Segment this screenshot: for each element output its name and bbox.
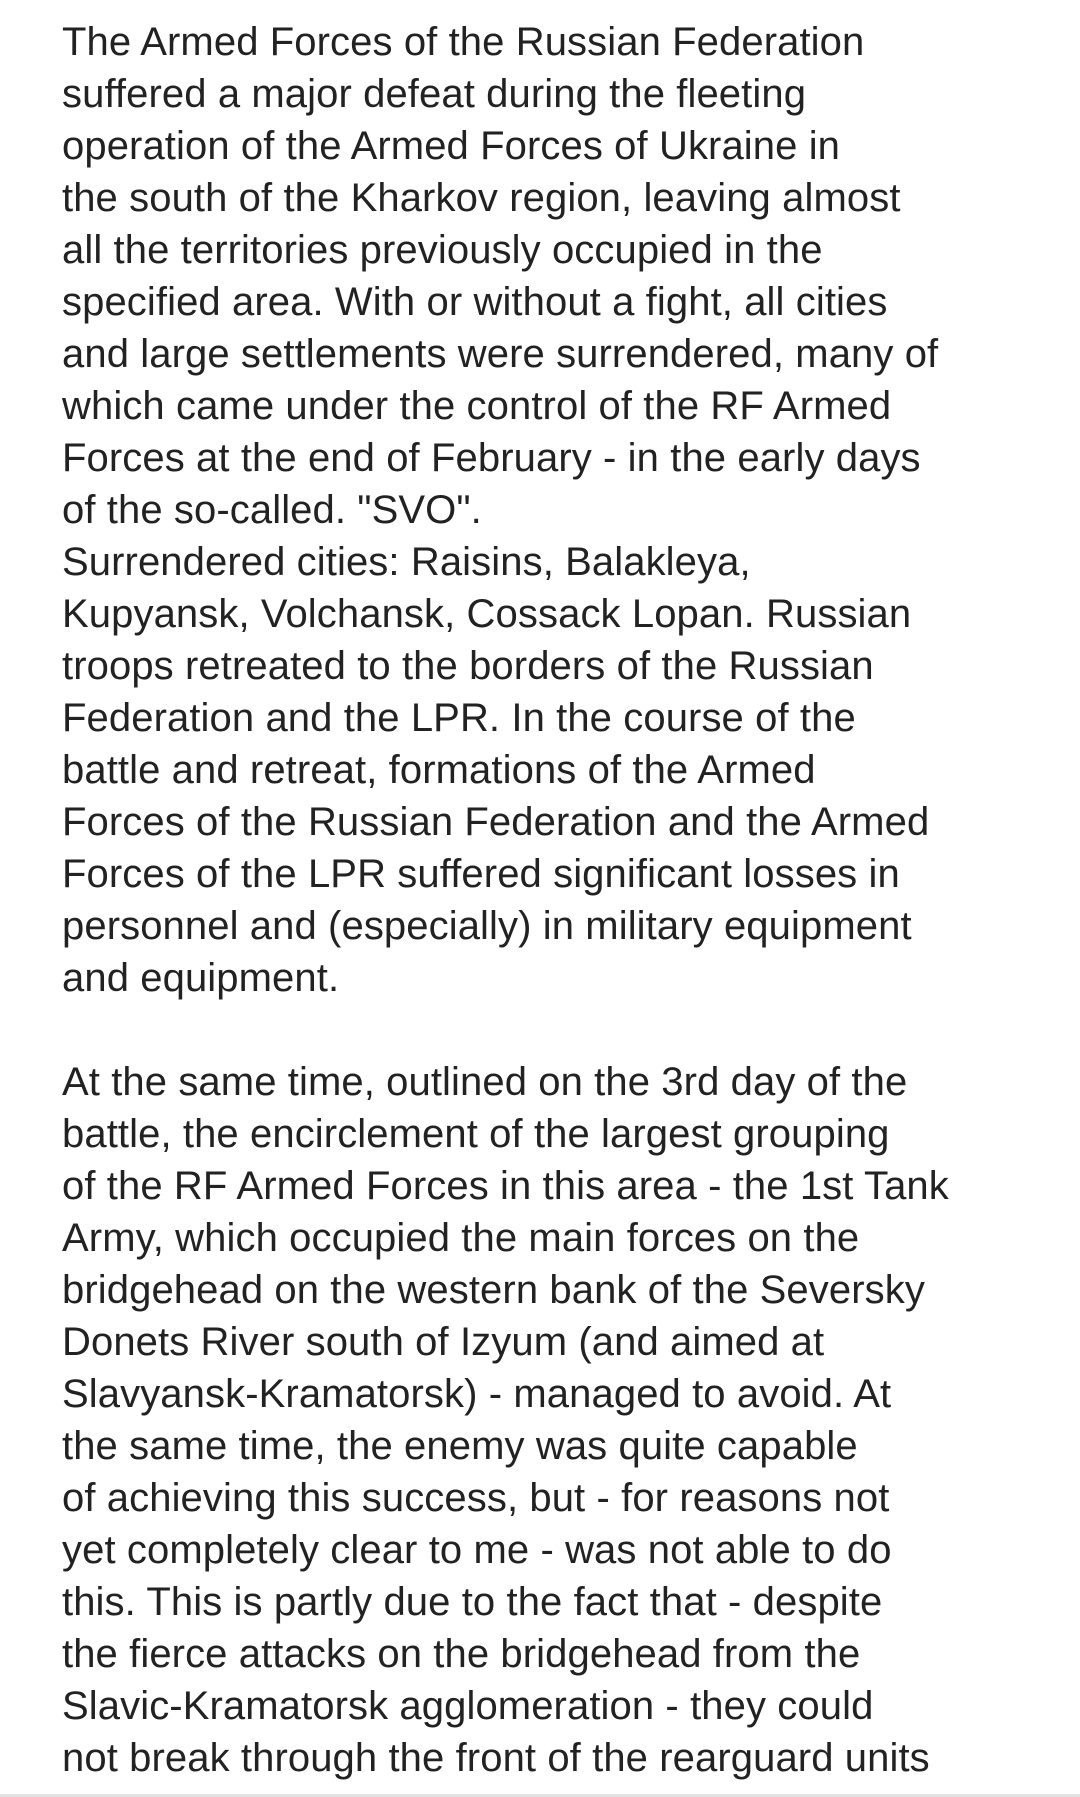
text-line: operation of the Armed Forces of Ukraine in	[62, 124, 841, 168]
text-line: battle and retreat, formations of the Armed	[62, 748, 816, 792]
text-line: the fierce attacks on the bridgehead from the	[62, 1632, 861, 1676]
text-line: the south of the Kharkov region, leaving almost	[62, 176, 901, 220]
text-line: personnel and (especially) in military equipment	[62, 904, 912, 948]
text-line: At the same time, outlined on the 3rd day of the	[62, 1060, 908, 1104]
text-line: troops retreated to the borders of the Russian	[62, 644, 874, 688]
text-line: Forces of the Russian Federation and the Armed	[62, 800, 930, 844]
text-line: suffered a major defeat during the fleeting	[62, 72, 807, 116]
text-line: Slavyansk-Kramatorsk) - managed to avoid. At	[62, 1372, 892, 1416]
text-line: of achieving this success, but - for reasons not	[62, 1476, 890, 1520]
paragraph-2	[62, 1056, 1062, 1784]
text-line: which came under the control of the RF Armed	[62, 384, 892, 428]
text-line: yet completely clear to me - was not able to do	[62, 1528, 892, 1572]
paragraph-1	[62, 16, 1062, 1004]
text-line: of the so-called. "SVO".	[62, 488, 482, 532]
text-line: Forces at the end of February - in the early days	[62, 436, 921, 480]
text-line: and equipment.	[62, 956, 340, 1000]
text-line: Kupyansk, Volchansk, Cossack Lopan. Russian	[62, 592, 912, 636]
article-body	[62, 16, 1062, 1784]
text-line: battle, the encirclement of the largest grouping	[62, 1112, 890, 1156]
text-line: this. This is partly due to the fact that - despite	[62, 1580, 883, 1624]
text-line: specified area. With or without a fight, all cities	[62, 280, 888, 324]
text-line: of the RF Armed Forces in this area - the 1st Tank	[62, 1164, 949, 1208]
text-line: Slavic-Kramatorsk agglomeration - they could	[62, 1684, 874, 1728]
text-line: bridgehead on the western bank of the Seversky	[62, 1268, 925, 1312]
text-line: Army, which occupied the main forces on the	[62, 1216, 860, 1260]
text-line: Federation and the LPR. In the course of the	[62, 696, 856, 740]
text-line: The Armed Forces of the Russian Federation	[62, 20, 865, 64]
text-line: and large settlements were surrendered, many of	[62, 332, 939, 376]
text-line: all the territories previously occupied in the	[62, 228, 823, 272]
text-line: the same time, the enemy was quite capable	[62, 1424, 858, 1468]
paragraph-spacer	[62, 1004, 1062, 1056]
text-line: not break through the front of the rearguard units	[62, 1736, 930, 1780]
text-line: Forces of the LPR suffered significant losses in	[62, 852, 900, 896]
text-line: Donets River south of Izyum (and aimed at	[62, 1320, 825, 1364]
text-line: Surrendered cities: Raisins, Balakleya,	[62, 540, 751, 584]
